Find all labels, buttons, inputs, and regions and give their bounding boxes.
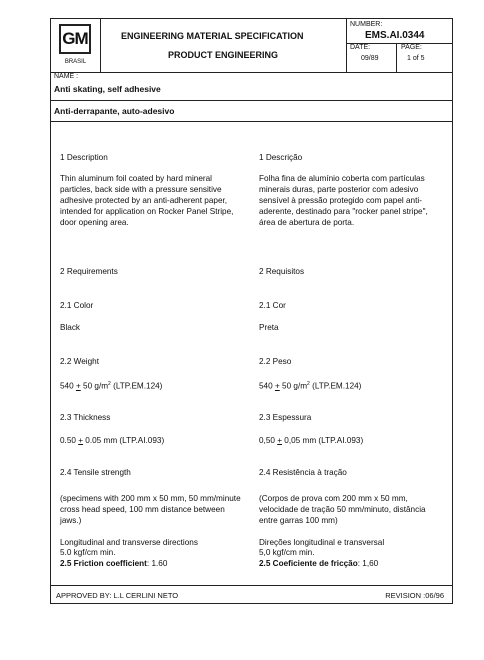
divider (51, 121, 452, 122)
section-body: 5,0 kgf/cm min. (259, 548, 315, 557)
logo-cell (51, 19, 101, 72)
section-body: Thin aluminum foil coated by hard mineral particles, back side with a pressure sensitive adhesive protected by an anti-adherent paper, intended for application on Rocker Panel Stripe, door opening area. (60, 174, 234, 227)
value-text: 0.50 (60, 436, 79, 445)
value-text: 0,05 mm (LTP.AI.093) (282, 436, 364, 445)
section-body: Preta (259, 323, 279, 332)
section-heading: 2.4 Resistência à tração (259, 468, 347, 477)
weight-value (60, 379, 243, 392)
divider (396, 43, 397, 72)
material-name-portuguese: Anti-derrapante, auto-adesivo (54, 106, 175, 116)
section-body: (Corpos de prova com 200 mm x 50 mm, velocidade de tração 50 mm/minuto, distância entre garras 100 mm) (259, 494, 426, 525)
section-heading: 2.3 Thickness (60, 413, 111, 422)
value-text: (LTP.EM.124) (110, 381, 163, 391)
friction-line (60, 558, 243, 569)
number-value: EMS.AI.0344 (365, 30, 425, 41)
section-heading: 2.3 Espessura (259, 413, 312, 422)
section-body: Black (60, 323, 81, 332)
weight-value (259, 379, 445, 392)
specification-page (50, 18, 453, 604)
value-text: (LTP.EM.124) (309, 381, 362, 391)
document-header (51, 19, 452, 73)
section-heading: 2.2 Weight (60, 357, 99, 366)
value-text: 50 g/m (279, 381, 308, 391)
section-body: Folha fina de alumínio coberta com partículas minerais duras, parte posterior com adesivo sensível à pressão protegido com papel anti-aderente, destinado para "rocker panel stripe", área de abertura de porta. (259, 174, 428, 227)
section-heading: 2.5 Friction coefficient (60, 559, 147, 568)
page-value: 1 of 5 (407, 55, 425, 62)
document-footer (51, 585, 452, 604)
name-row (51, 72, 452, 101)
value-text: : 1.60 (146, 559, 168, 568)
revision: REVISION :06/96 (385, 591, 444, 600)
thickness-value (60, 435, 243, 446)
logo-subtext: BRASIL (64, 59, 87, 65)
plus-minus-sign: + (75, 381, 81, 391)
name-label: NAME : (54, 73, 79, 80)
section-heading: 2 Requirements (60, 267, 118, 276)
approved-by: APPROVED BY: L.L CERLINI NETO (56, 591, 179, 600)
section-heading: 2.5 Coeficiente de fricção (259, 559, 358, 568)
value-text: 540 (259, 381, 275, 391)
value-text: 50 g/m (80, 381, 109, 391)
plus-minus-sign: + (78, 436, 84, 445)
value-text: 0,50 (259, 436, 278, 445)
friction-line (259, 558, 445, 569)
material-name-english: Anti skating, self adhesive (54, 84, 161, 94)
thickness-value (259, 435, 445, 446)
date-value: 09/89 (361, 55, 379, 62)
plus-minus-sign: + (277, 436, 283, 445)
document-subtitle: PRODUCT ENGINEERING (168, 50, 279, 60)
section-body: Longitudinal and transverse directions (60, 538, 198, 547)
section-body: (specimens with 200 mm x 50 mm, 50 mm/minute cross head speed, 100 mm distance between jaws.) (60, 494, 241, 525)
value-text: 0.05 mm (LTP.AI.093) (83, 436, 165, 445)
section-heading: 2.4 Tensile strength (60, 468, 131, 477)
section-heading: 2.2 Peso (259, 357, 292, 366)
value-text: : 1,60 (357, 559, 379, 568)
section-heading: 2 Requisitos (259, 267, 305, 276)
superscript: 2 (307, 381, 310, 387)
superscript: 2 (108, 381, 111, 387)
date-label: DATE: (350, 44, 371, 51)
section-body: Direções longitudinal e transversal (259, 538, 385, 547)
page-label: PAGE: (401, 44, 422, 51)
value-text: 540 (60, 381, 76, 391)
document-number-box (346, 19, 453, 72)
plus-minus-sign: + (274, 381, 280, 391)
number-label: NUMBER: (350, 21, 383, 28)
document-title: ENGINEERING MATERIAL SPECIFICATION (121, 31, 304, 41)
section-heading: 1 Description (60, 153, 108, 162)
gm-logo: GM (59, 24, 91, 54)
section-heading: 1 Descrição (259, 153, 303, 162)
section-heading: 2.1 Cor (259, 301, 286, 310)
section-body: 5.0 kgf/cm min. (60, 548, 116, 557)
section-heading: 2.1 Color (60, 301, 94, 310)
